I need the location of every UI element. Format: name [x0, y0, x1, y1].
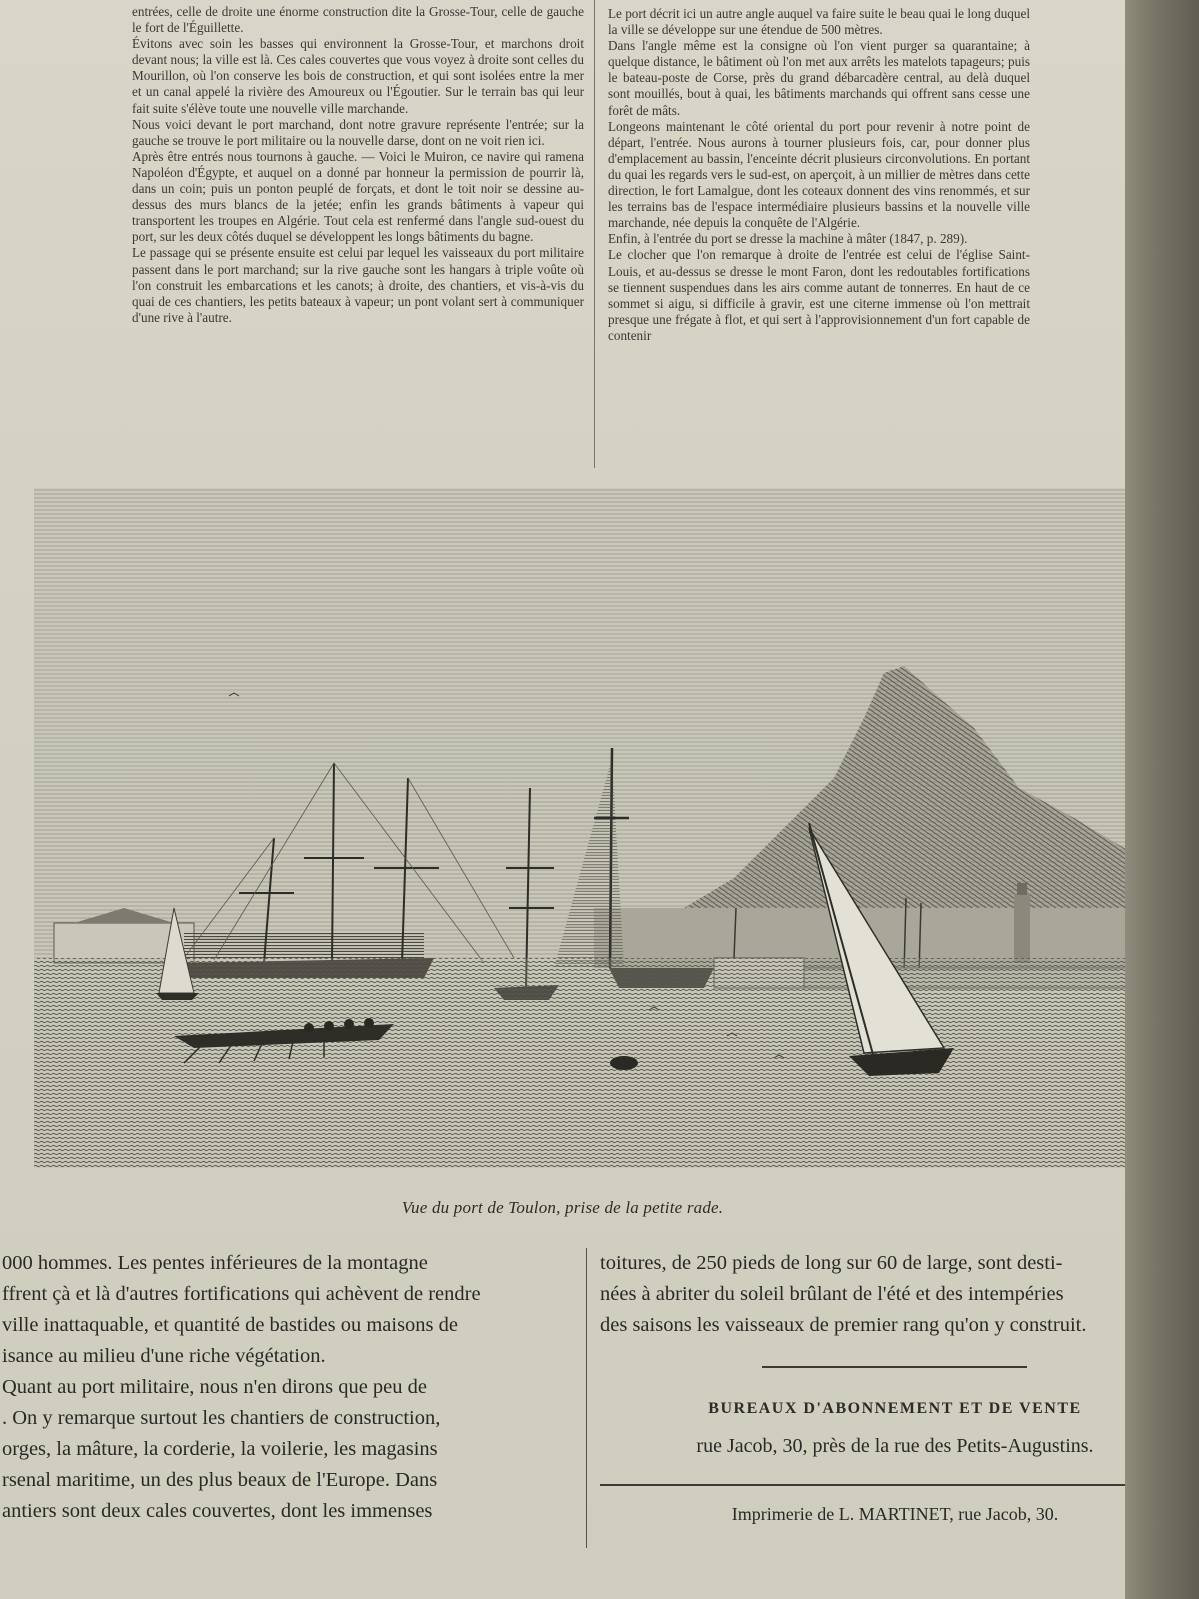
text-line: ffrent çà et là d'autres fortifications qui achèvent de rendre [2, 1283, 481, 1305]
text-line: ville inattaquable, et quantité de bastides ou maisons de [2, 1314, 459, 1336]
paragraph: Évitons avec soin les basses qui environnent la Grosse-Tour, et marchons droit devant nous; la ville est là. Ces cales couvertes que vous voyez à droite sont celles du Mourillon, où l'on conserve les bois de construction, et qui sont isolées entre la mer et un canal appelé la rivière des Amoureux ou l'Égoutier. Sur le terrain bas qui leur fait suite s'élève toute une nouvelle ville marchande. [132, 36, 584, 116]
bottom-right-column [600, 1248, 1190, 1341]
paragraph: Après être entrés nous tournons à gauche. — Voici le Muiron, ce navire qui ramena Napoléon d'Égypte, et auquel on a donné par honneur la permission de pourrir là, dans un coin; puis un ponton peuplé de forçats, et dont le toit noir se dessine au-dessus des murs blancs de la jetée; enfin les grands bâtiments à vapeur qui transportent les troupes en Algérie. Tout cela est renfermé dans l'angle sud-ouest du port, sur les deux côtés duquel se développent les longs bâtiments du bagne. [132, 148, 584, 245]
bureaux-address: rue Jacob, 30, près de la rue des Petits-Augustins. [696, 1435, 1094, 1457]
footer-rule [600, 1484, 1190, 1486]
paragraph: Enfin, à l'entrée du port se dresse la machine à mâter (1847, p. 289). [608, 231, 968, 247]
bottom-left-column [2, 1248, 572, 1527]
floating-object [610, 1056, 638, 1070]
paragraph: Le passage qui se présente ensuite est celui par lequel les vaisseaux du port militaire passent dans le port marchand; sur la rive gauche sont les hangars à triple voûte où l'on construit les embarcations et les canots; à droite, des chantiers, et vis-à-vis du quai de ces chantiers, les petits bateaux à vapeur; un pont volant sert à communiquer d'une rive à l'autre. [132, 245, 584, 325]
text-line: . On y remarque surtout les chantiers de construction, [2, 1407, 441, 1429]
text-line: 000 hommes. Les pentes inférieures de la montagne [2, 1252, 428, 1274]
column-divider [594, 0, 595, 468]
harbour-engraving [34, 488, 1157, 1168]
text-line: isance au milieu d'une riche végétation. [2, 1345, 326, 1367]
paragraph: Dans l'angle même est la consigne où l'on vient purger sa quarantaine; à quelque distance, le bâtiment où l'on met aux arrêts les matelots tapageurs; puis le bateau-poste de Corse, près du grand débarcadère central, au delà duquel sont mouillés, bout à quai, les bâtiments marchands qui offrent sans cesse une forêt de mâts. [608, 38, 1030, 118]
engraving-caption: Vue du port de Toulon, prise de la petite rade. [401, 1198, 724, 1217]
top-left-column [132, 4, 584, 326]
paragraph: Le port décrit ici un autre angle auquel va faire suite le beau quai le long duquel la ville se développe sur une étendue de 500 mètres. [608, 6, 1030, 38]
text-line: Quant au port militaire, nous n'en dirons que peu de [2, 1376, 427, 1398]
bureaux-title: BUREAUX D'ABONNEMENT ET DE VENTE [708, 1400, 1082, 1417]
book-edge [1125, 0, 1199, 1599]
paragraph: Nous voici devant le port marchand, dont notre gravure représente l'entrée; sur la gauche se trouve le port militaire ou la nouvelle darse, dont on ne voit rien ici. [132, 116, 584, 148]
text-line: toitures, de 250 pieds de long sur 60 de large, sont desti- [600, 1252, 1063, 1274]
printer-imprint: Imprimerie de L. MARTINET, rue Jacob, 30. [731, 1504, 1059, 1524]
text-line: antiers sont deux cales couvertes, dont les immenses [2, 1500, 433, 1522]
section-rule [762, 1366, 1027, 1368]
text-line: rsenal maritime, un des plus beaux de l'Europe. Dans [2, 1469, 438, 1491]
text-line: des saisons les vaisseaux de premier rang qu'on y construit. [600, 1314, 1087, 1336]
column-divider [586, 1248, 587, 1548]
paragraph: Longeons maintenant le côté oriental du port pour revenir à notre point de départ, l'entrée. Nous aurons à tourner plusieurs fois, car, pour donner plus d'emplacement au bassin, l'enceinte décrit plusieurs circonvolutions. En portant du quai les regards vers le sud-est, on aperçoit, à un millier de mètres dans cette direction, le fort Lamalgue, dont les coteaux donnent des vins renommés, et sur les terrains bas de l'espace intermédiaire plusieurs bassins et la nouvelle ville marchande, née depuis la conquête de l'Algérie. [608, 118, 1030, 231]
paragraph: Le clocher que l'on remarque à droite de l'entrée est celui de l'église Saint-Louis, et au-dessus se dresse le mont Faron, dont les redoutables fortifications se tiennent suspendues dans les airs comme autant de tonnerres. En haut de ce sommet si aigu, si difficile à gravir, est une citerne immense où l'on mettrait presque une frégate à flot, et qui sert à l'approvisionnement d'un fort capable de contenir [608, 247, 1030, 343]
top-right-column [608, 6, 1030, 344]
paragraph: entrées, celle de droite une énorme construction dite la Grosse-Tour, celle de gauche le fort de l'Éguillette. [132, 4, 584, 36]
text-line: nées à abriter du soleil brûlant de l'été et des intempéries [600, 1283, 1064, 1305]
text-line: orges, la mâture, la corderie, la voilerie, les magasins [2, 1438, 438, 1460]
